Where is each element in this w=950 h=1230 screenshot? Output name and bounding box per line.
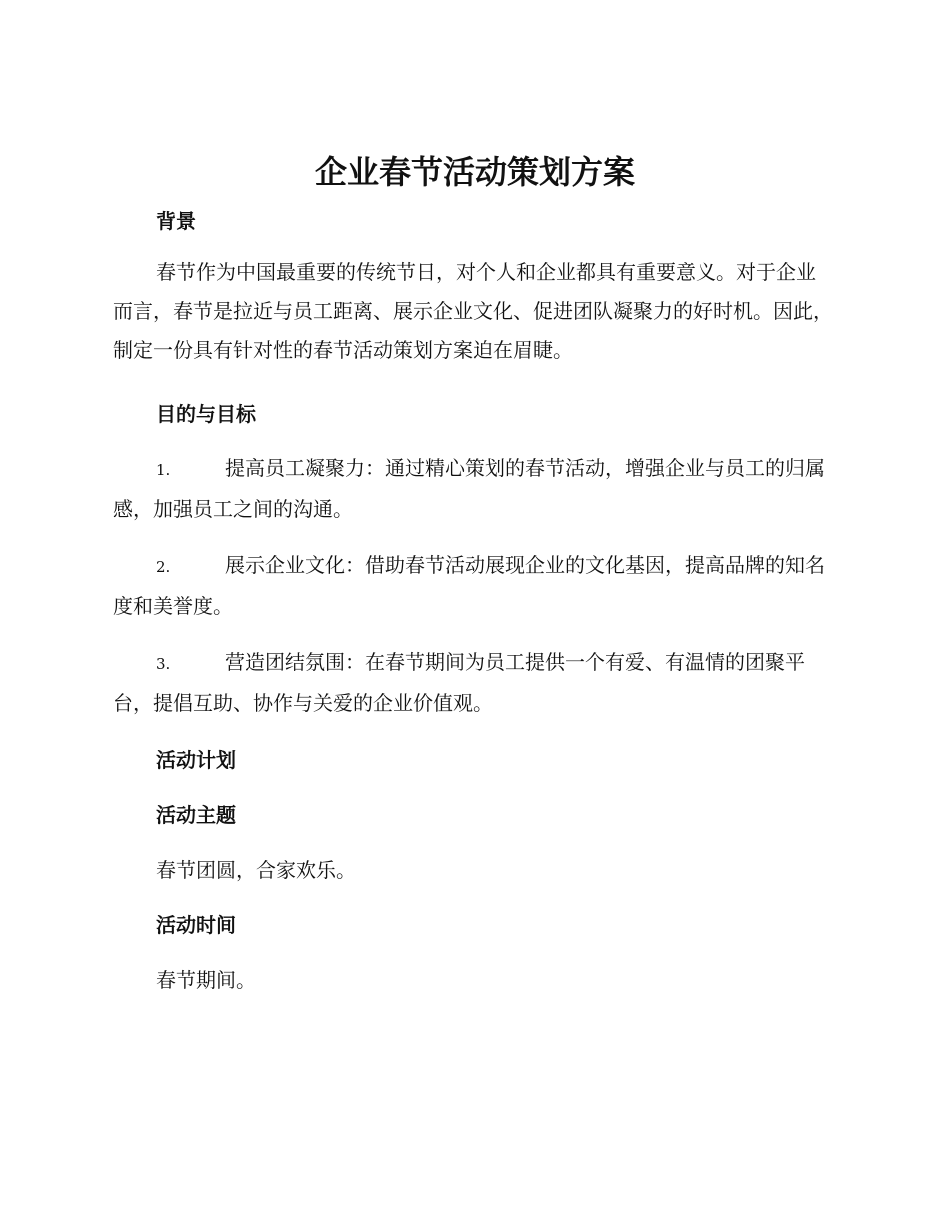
goal-text: 营造团结氛围：在春节期间为员工提供一个有爱、有温情的团聚平台，提倡互助、协作与关爱的企业价值观。 — [113, 650, 805, 715]
time-heading: 活动时间 — [156, 913, 236, 937]
goal-number: 2. — [156, 558, 171, 576]
goal-text: 展示企业文化：借助春节活动展现企业的文化基因，提高品牌的知名度和美誉度。 — [113, 553, 825, 618]
goal-text: 提高员工凝聚力：通过精心策划的春节活动，增强企业与员工的归属感，加强员工之间的沟通。 — [113, 456, 825, 521]
goal-item-2 — [113, 546, 833, 626]
theme-heading: 活动主题 — [156, 803, 236, 827]
background-heading: 背景 — [156, 209, 196, 233]
plan-heading: 活动计划 — [156, 748, 236, 772]
goal-number: 1. — [156, 461, 171, 479]
theme-text: 春节团圆，合家欢乐。 — [156, 858, 356, 882]
goal-number: 3. — [156, 655, 171, 673]
goal-item-1 — [113, 449, 833, 529]
background-paragraph: 春节作为中国最重要的传统节日，对个人和企业都具有重要意义。对于企业而言，春节是拉近与员工距离、展示企业文化、促进团队凝聚力的好时机。因此，制定一份具有针对性的春节活动策划方案迫在眉睫。 — [113, 260, 833, 362]
time-text: 春节期间。 — [156, 968, 256, 992]
goal-item-3 — [113, 643, 833, 723]
goals-heading: 目的与目标 — [156, 402, 256, 426]
document-title: 企业春节活动策划方案 — [314, 153, 635, 191]
